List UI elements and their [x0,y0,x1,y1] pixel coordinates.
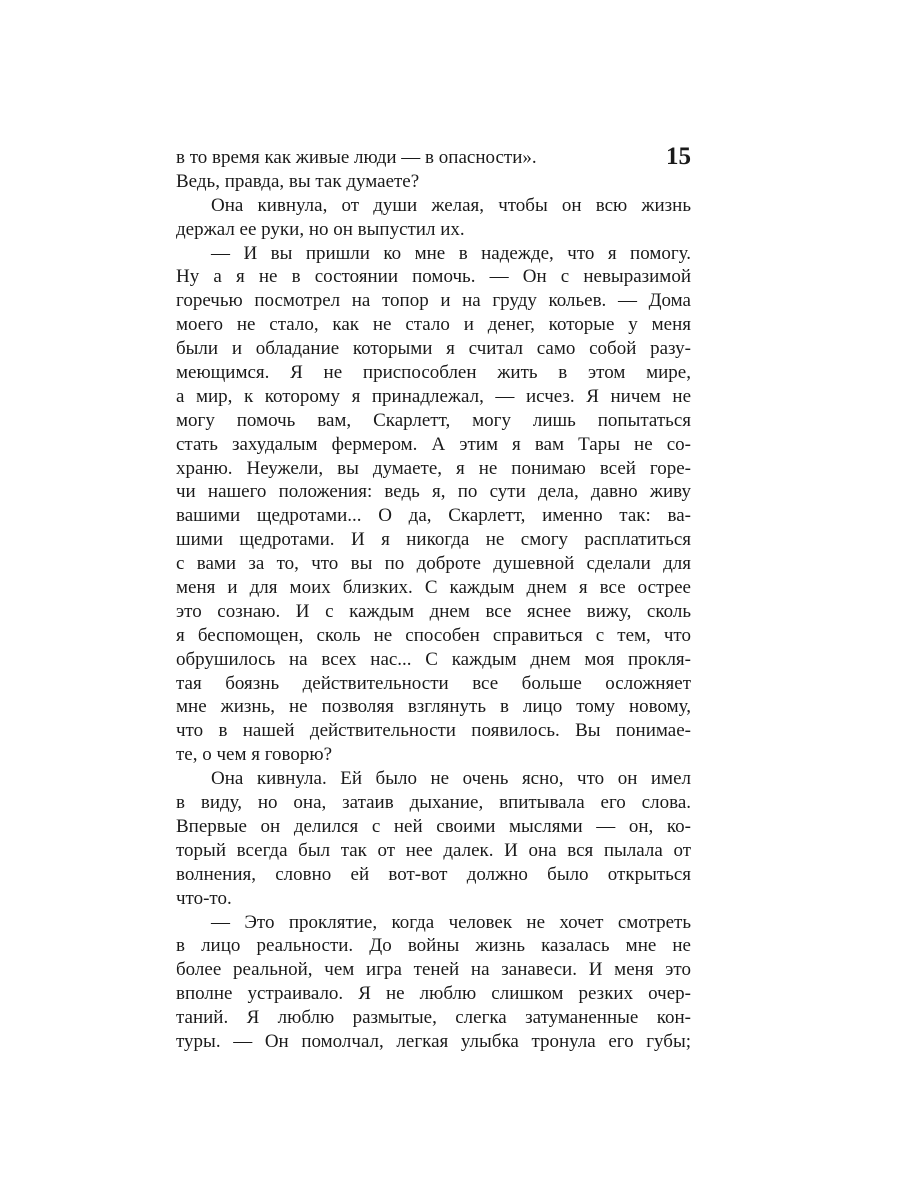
text-line: обрушилось на всех нас... С каждым днем моя прокля- [176,648,691,670]
text-line: горечью посмотрел на топор и на груду кольев. — Дома [176,290,691,312]
book-text [176,146,691,1054]
text-line: Ведь, правда, вы так думаете? [176,170,420,192]
text-line: меющимся. Я не приспособлен жить в этом мире, [176,362,691,384]
text-line: волнения, словно ей вот-вот должно было открыться [176,863,691,885]
text-line: стать захудалым фермером. А этим я вам Тары не со- [176,433,691,455]
text-line: торый всегда был так от нее далек. И она вся пылала от [176,839,691,861]
text-line: чи нашего положения: ведь я, по сути дела, давно живу [176,481,691,503]
text-line: я беспомощен, сколь не способен справиться с тем, что [176,624,691,646]
text-line: шими щедротами. И я никогда не смогу расплатиться [176,529,691,551]
text-line: туры. — Он помолчал, легкая улыбка тронула его губы; [176,1030,691,1052]
text-line: в лицо реальности. До войны жизнь казалась мне не [176,935,691,957]
text-line: Она кивнула. Ей было не очень ясно, что он имел [211,768,691,790]
text-line: мне жизнь, не позволяя взглянуть в лицо тому новому, [176,696,691,718]
text-line: — Это проклятие, когда человек не хочет смотреть [211,911,691,933]
text-line: Она кивнула, от души желая, чтобы он всю жизнь [211,194,691,216]
text-line: более реальной, чем игра теней на занавеси. И меня это [176,959,691,981]
text-line: тая боязнь действительности все больше осложняет [176,672,691,694]
text-line: храню. Неужели, вы думаете, я не понимаю всей горе- [176,457,691,479]
text-line: а мир, к которому я принадлежал, — исчез. Я ничем не [176,385,691,407]
text-line: таний. Я люблю размытые, слегка затуманенные кон- [176,1007,691,1029]
text-line: что-то. [176,887,232,909]
text-line: были и обладание которыми я считал само собой разу- [176,338,691,360]
text-line: держал ее руки, но он выпустил их. [176,218,465,240]
text-line: вполне устраивало. Я не люблю слишком резких очер- [176,983,691,1005]
text-line: Впервые он делился с ней своими мыслями — он, ко- [176,815,691,837]
text-line: могу помочь вам, Скарлетт, могу лишь попытаться [176,409,691,431]
text-line: моего не стало, как не стало и денег, которые у меня [176,314,691,336]
text-line: что в нашей действительности появилось. Вы понимае- [176,720,691,742]
text-line: Ну а я не в состоянии помочь. — Он с невыразимой [176,266,691,288]
text-line: это сознаю. И с каждым днем все яснее вижу, сколь [176,600,691,622]
text-line: — И вы пришли ко мне в надежде, что я помогу. [211,242,691,264]
text-line: те, о чем я говорю? [176,744,333,766]
text-line: с вами за то, что вы по доброте душевной сделали для [176,553,691,575]
text-line: в то время как живые люди — в опасности». [176,147,537,168]
page-number: 15 [666,143,691,170]
text-line: в виду, но она, затаив дыхание, впитывала его слова. [176,792,691,814]
text-line: меня и для моих близких. С каждым днем я все острее [176,577,691,599]
text-line: вашими щедротами... О да, Скарлетт, именно так: ва- [176,505,691,527]
